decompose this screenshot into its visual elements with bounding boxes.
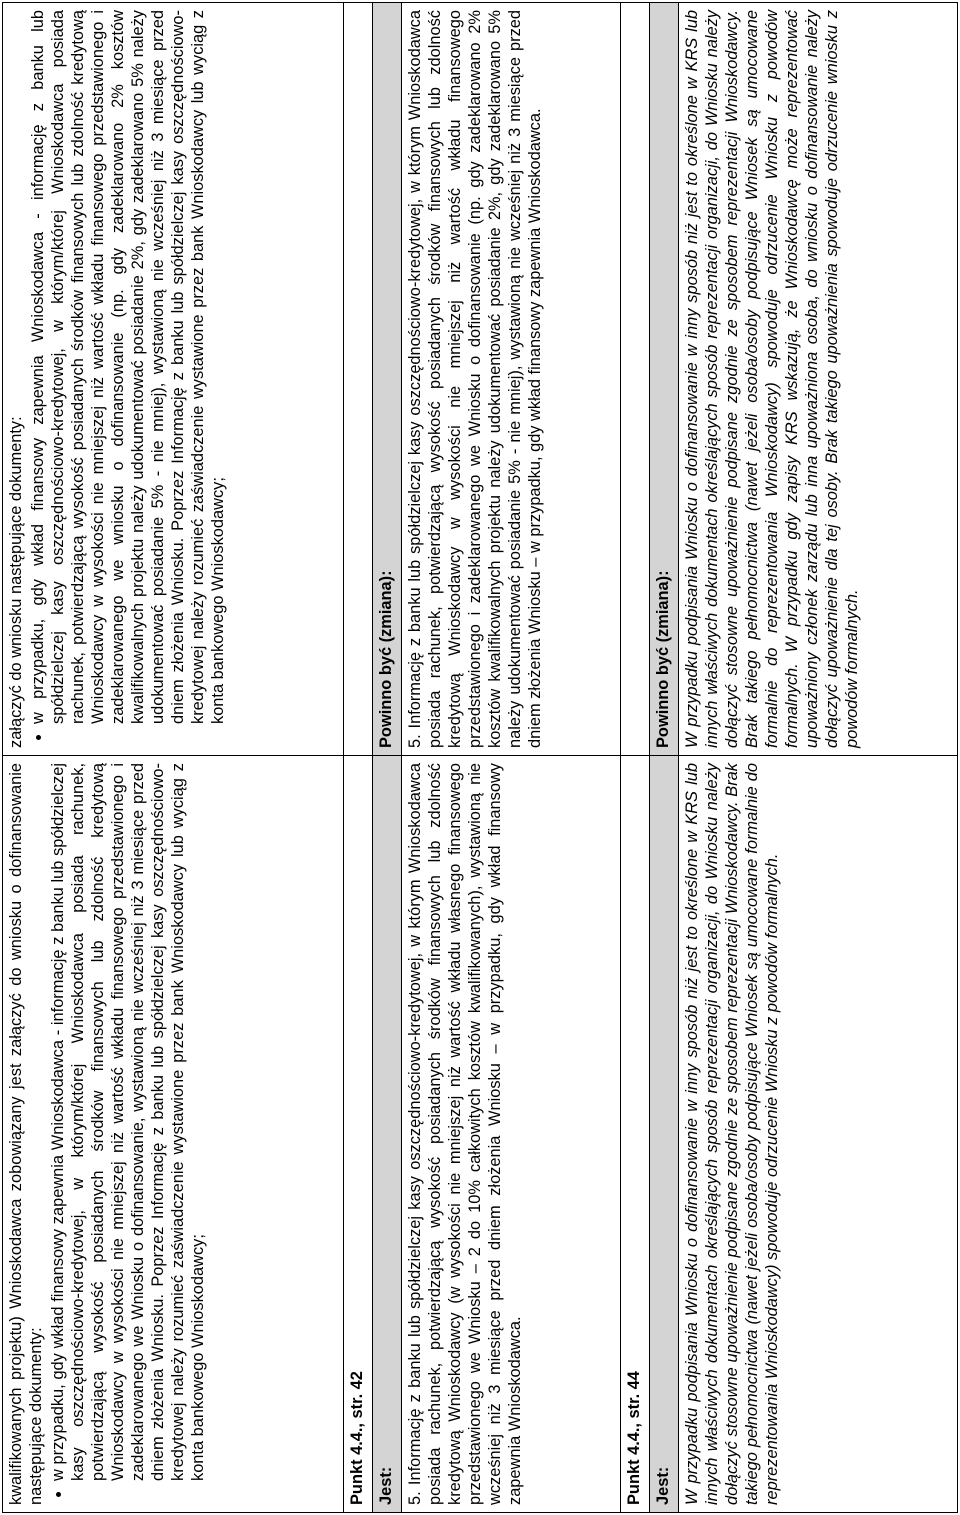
- left-bullet-list: [48, 763, 208, 1505]
- jest-header: Jest:: [650, 756, 679, 1513]
- table-row: [344, 3, 373, 1513]
- powinno-header: Powinno być (zmiana):: [373, 3, 402, 756]
- empty-cell: [344, 3, 373, 756]
- powinno-header: Powinno być (zmiana):: [650, 3, 679, 756]
- section-heading: Punkt 4.4., str. 44: [621, 756, 650, 1513]
- list-item: • w przypadku, gdy wkład finansowy zapewnia Wnioskodawca - informację z banku lub spółdzielczej kasy oszczędnościowo-kredytowej, w którym/której Wnioskodawca posiada rachunek, potwierdzającą wysokość posiadanych środków finansowych lub zdolność kredytową Wnioskodawcy w wysokości nie mniejszej niż wartość wkładu finansowego przedstawionego i zadeklarowanego we wniosku o dofinansowanie (np. gdy zadeklarowano 2% kosztów kwalifikowalnych projektu należy udokumentować posiadanie 2%, gdy zadeklarowano 5% należy udokumentować posiadanie 5% - nie mniej), wystawioną nie wcześniej niż 3 miesiące przed dniem złożenia Wniosku. Poprzez Informację z banku lub spółdzielczej kasy oszczędnościowo-kredytowej należy rozumieć zaświadczenie wystawione przez bank Wnioskodawcy lub wyciąg z konta bankowego Wnioskodawcy;: [28, 10, 228, 724]
- jest-text: W przypadku podpisania Wniosku o dofinansowanie w inny sposób niż jest to określone w KRS lub innych właściwych dokumentach określających sposób reprezentacji organizacji, do Wniosku należy dołączyć stosowne upoważnienie podpisane zgodnie ze sposobem reprezentacji Wnioskodawcy. Brak takiego pełnomocnictwa (nawet jeżeli osoba/osoby podpisujące Wniosek są umocowane formalnie do reprezentowania Wnioskodawcy) spowoduje odrzucenie Wniosku z powodów formalnych.: [679, 756, 958, 1513]
- table-row: [679, 3, 958, 1513]
- right-bullet-list: [28, 10, 228, 748]
- table-row: [3, 3, 344, 1513]
- table-row: [650, 3, 679, 1513]
- top-right-cell: [3, 3, 344, 756]
- jest-header: Jest:: [373, 756, 402, 1513]
- changes-table: [2, 2, 958, 1513]
- left-intro: kwalifikowanych projektu) Wnioskodawca zobowiązany jest załączyć do wniosku o dofinansowanie następujące dokumenty:: [7, 763, 45, 1505]
- section-heading: Punkt 4.4., str. 42: [344, 756, 373, 1513]
- jest-text: 5. Informację z banku lub spółdzielczej kasy oszczędnościowo-kredytowej, w którym Wnioskodawca posiada rachunek, potwierdzającą wysokość posiadanych środków finansowych lub zdolność kredytową Wnioskodawcy (w wysokości nie mniejszej niż wartość wkładu własnego finansowego przedstawionego we Wniosku – 2 do 10% całkowitych kosztów kwalifikowanych), wystawioną nie wcześniej niż 3 miesiące przed dniem złożenia Wniosku – w przypadku, gdy wkład finansowy zapewnia Wnioskodawca.: [402, 756, 621, 1513]
- empty-cell: [621, 3, 650, 756]
- table-row: [402, 3, 621, 1513]
- list-item: • w przypadku, gdy wkład finansowy zapewnia Wnioskodawca - informację z banku lub spółdzielczej kasy oszczędnościowo-kredytowej, w którym/której Wnioskodawca posiada rachunek, potwierdzającą wysokość posiadanych środków finansowych lub zdolność kredytową Wnioskodawcy w wysokości nie mniejszej niż wartość wkładu finansowego przedstawionego i zadeklarowanego we Wniosku o dofinansowanie, wystawioną nie wcześniej niż 3 miesiące przed dniem złożenia Wniosku. Poprzez Informację z banku lub spółdzielczej kasy oszczędnościowo-kredytowej należy rozumieć zaświadczenie wystawione przez bank Wnioskodawcy lub wyciąg z konta bankowego Wnioskodawcy;: [48, 763, 208, 1481]
- powinno-text: 5. Informację z banku lub spółdzielczej kasy oszczędnościowo-kredytowej, w którym Wnioskodawca posiada rachunek, potwierdzającą wysokość posiadanych środków finansowych lub zdolność kredytową Wnioskodawcy w wysokości nie mniejszej niż wartość wkładu finansowego przedstawionego i zadeklarowanego we Wniosku o dofinansowanie (np. gdy zadeklarowano 2% kosztów kwalifikowalnych projektu należy udokumentować posiadanie 2%, gdy zadeklarowano 5% należy udokumentować posiadanie 5% - nie mniej), wystawioną nie wcześniej niż 3 miesiące przed dniem złożenia Wniosku – w przypadku, gdy wkład finansowy zapewnia Wnioskodawca.: [402, 3, 621, 756]
- top-left-cell: [3, 756, 344, 1513]
- table-row: [373, 3, 402, 1513]
- powinno-text: W przypadku podpisania Wniosku o dofinansowanie w inny sposób niż jest to określone w KRS lub innych właściwych dokumentach określających sposób reprezentacji organizacji, do Wniosku należy dołączyć stosowne upoważnienie podpisane zgodnie ze sposobem reprezentacji Wnioskodawcy. Brak takiego pełnomocnictwa (nawet jeżeli osoba/osoby podpisujące Wniosek są umocowane formalnie do reprezentowania Wnioskodawcy) spowoduje odrzucenie Wniosku z powodów formalnych. W przypadku gdy zapisy KRS wskazują, że Wnioskodawcę może reprezentować upoważniony członek zarządu lub inna upoważniona osoba, do wniosku o dofinansowanie należy dołączyć upoważnienie dla tej osoby. Brak takiego upoważnienia spowoduje odrzucenie wniosku z powodów formalnych.: [679, 3, 958, 756]
- right-intro: załączyć do wniosku następujące dokumenty:: [7, 416, 25, 748]
- table-row: [621, 3, 650, 1513]
